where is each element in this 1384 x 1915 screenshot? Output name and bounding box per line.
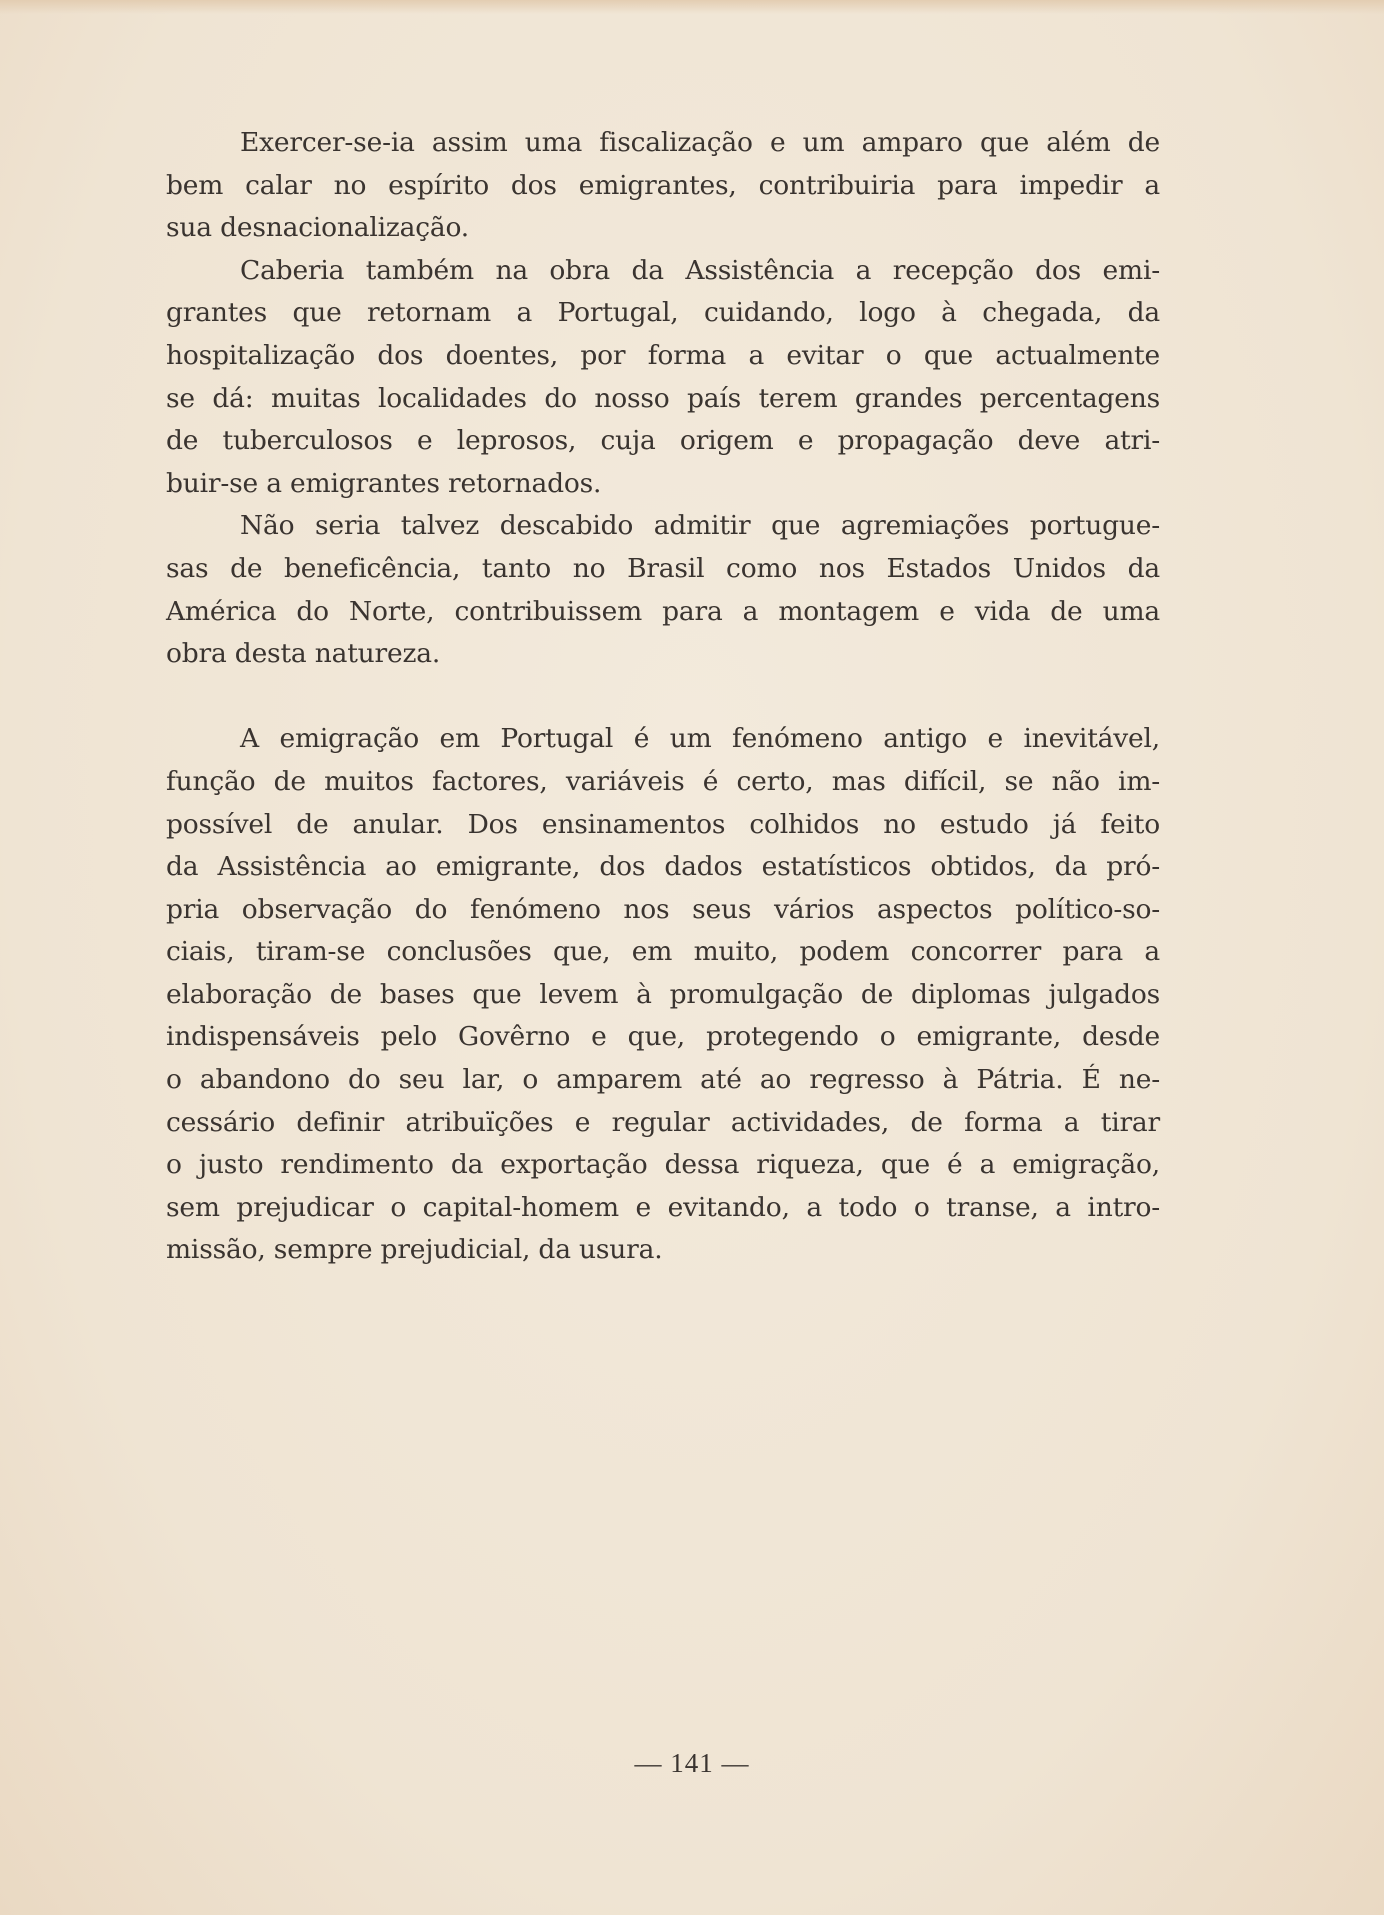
text-line: elaboração de bases que levem à promulgação de diplomas julgados	[166, 978, 1160, 1010]
text-line: Não seria talvez descabido admitir que agremiações portugue-	[240, 510, 1160, 542]
paragraph-3	[166, 505, 1160, 675]
paragraph-1	[166, 122, 1160, 250]
text-line: o justo rendimento da exportação dessa riqueza, que é a emigração,	[166, 1149, 1160, 1181]
text-line: bem calar no espírito dos emigrantes, contribuiria para impedir a	[166, 169, 1160, 201]
text-line: buir-se a emigrantes retornados.	[166, 467, 602, 499]
text-line: obra desta natureza.	[166, 638, 441, 670]
text-line: se dá: muitas localidades do nosso país terem grandes percentagens	[166, 382, 1160, 414]
text-line: o abandono do seu lar, o amparem até ao regresso à Pátria. É ne-	[166, 1064, 1160, 1096]
text-line: de tuberculosos e leprosos, cuja origem e propagação deve atri-	[166, 425, 1160, 457]
text-line: Exercer-se-ia assim uma fiscalização e um amparo que além de	[240, 127, 1160, 158]
text-line: missão, sempre prejudicial, da usura.	[166, 1234, 663, 1266]
page-edge-shadow	[0, 0, 1384, 14]
text-line: sem prejudicar o capital-homem e evitando, a todo o transe, a intro-	[166, 1191, 1160, 1223]
text-line: cessário definir atribuïções e regular actividades, de forma a tirar	[166, 1106, 1160, 1138]
text-line: possível de anular. Dos ensinamentos colhidos no estudo já feito	[166, 808, 1160, 840]
text-line: da Assistência ao emigrante, dos dados estatísticos obtidos, da pró-	[166, 851, 1160, 883]
text-line: grantes que retornam a Portugal, cuidando, logo à chegada, da	[166, 297, 1160, 329]
text-line: Caberia também na obra da Assistência a recepção dos emi-	[240, 254, 1160, 286]
text-line: indispensáveis pelo Govêrno e que, protegendo o emigrante, desde	[166, 1021, 1160, 1053]
text-line: ciais, tiram-se conclusões que, em muito, podem concorrer para a	[166, 936, 1160, 968]
text-line: pria observação do fenómeno nos seus vários aspectos político-so-	[166, 893, 1160, 925]
text-line: sas de beneficência, tanto no Brasil como nos Estados Unidos da	[166, 552, 1160, 584]
text-line: A emigração em Portugal é um fenómeno antigo e inevitável,	[240, 723, 1160, 755]
text-line: função de muitos factores, variáveis é certo, mas difícil, se não im-	[166, 765, 1160, 797]
text-line: hospitalização dos doentes, por forma a evitar o que actualmente	[166, 339, 1160, 371]
section-gap	[166, 676, 1160, 719]
paragraph-2	[166, 250, 1160, 506]
paragraph-4	[166, 718, 1160, 1272]
text-line: sua desnacionalização.	[166, 212, 470, 244]
text-line: América do Norte, contribuissem para a montagem e vida de uma	[166, 595, 1160, 627]
body-text	[166, 122, 1160, 1272]
page-number: — 141 —	[634, 1748, 750, 1778]
